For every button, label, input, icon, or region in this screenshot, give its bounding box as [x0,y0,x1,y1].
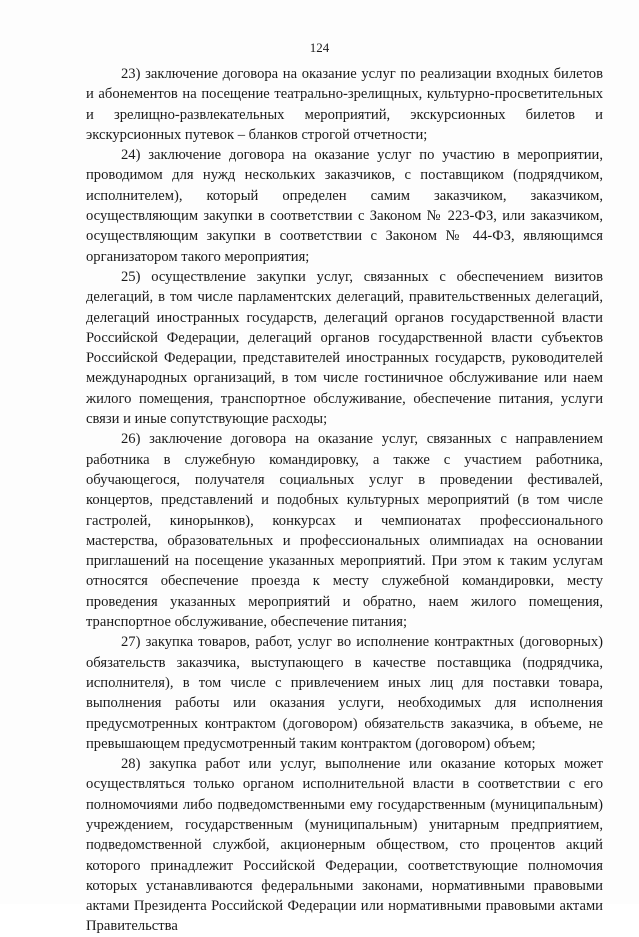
paragraph-item-23: 23) заключение договора на оказание услуг по реализации входных билетов и абонементов на посещение театрально-зрелищных, культурно-просветительных и зрелищно-развлекательных мероприятий, экскурсионных билетов и экскурсионных путевок – бланков строгой отчетности; [86,66,603,143]
page-number: 124 [309,40,330,55]
paragraph-item-26: 26) заключение договора на оказание услуг, связанных с направлением работника в служебную командировку, а также с участием работника, обучающегося, получателя социальных услуг в проведении фестивалей, концертов, представлений и подобных культурных мероприятий (в том числе гастролей, кинорынков), конкурсах и чемпионатах профессионального мастерства, образовательных и профессиональных олимпиадах на основании приглашений на посещение указанных мероприятий. При этом к таким услугам относятся обеспечение проезда к месту служебной командировки, месту проведения указанных мероприятий и обратно, наем жилого помещения, транспортное обслуживание, обеспечение питания; [86,431,603,631]
paragraph-item-25: 25) осуществление закупки услуг, связанных с обеспечением визитов делегаций, в том числе парламентских делегаций, правительственных делегаций, делегаций иностранных государств, делегаций органов государственной власти Российской Федерации, делегаций органов государственной власти субъектов Российской Федерации, представителей иностранных государств, руководителей международных организаций, в том числе гостиничное обслуживание или наем жилого помещения, транспортное обслуживание, обеспечение питания, услуги связи и иные сопутствующие расходы; [86,268,603,428]
paragraph-item-24: 24) заключение договора на оказание услуг по участию в мероприятии, проводимом для нужд нескольких заказчиков, с поставщиком (подрядчиком, исполнителем), который определен самим заказчиком, заказчиком, осуществляющим закупки в соответствии с Законом № 223-ФЗ, или заказчиком, осуществляющим закупки в соответствии с Законом № 44-ФЗ, являющимся организатором такого мероприятия; [86,147,603,265]
paragraph-item-28: 28) закупка работ или услуг, выполнение или оказание которых может осуществляться только органом исполнительной власти в соответствии с его полномочиями либо подведомственными ему государственным (муниципальным) учреждением, государственным (муниципальным) унитарным предприятием, подведомственной службой, акционерным обществом, сто процентов акций которого принадлежит Российской Федерации, соответствующие полномочия которых устанавливаются федеральными законами, нормативными правовыми актами Президента Российской Федерации или нормативными правовыми актами Правительства [86,756,603,935]
document-body [86,64,603,937]
paragraph-item-27: 27) закупка товаров, работ, услуг во исполнение контрактных (договорных) обязательств заказчика, выступающего в качестве поставщика (подрядчика, исполнителя), в том числе с привлечением иных лиц для поставки товара, выполнения работы или оказания услуги, необходимых для исполнения предусмотренных контрактом (договором) обязательств заказчика, в объеме, не превышающем предусмотренный таким контрактом (договором) объем; [86,634,603,752]
